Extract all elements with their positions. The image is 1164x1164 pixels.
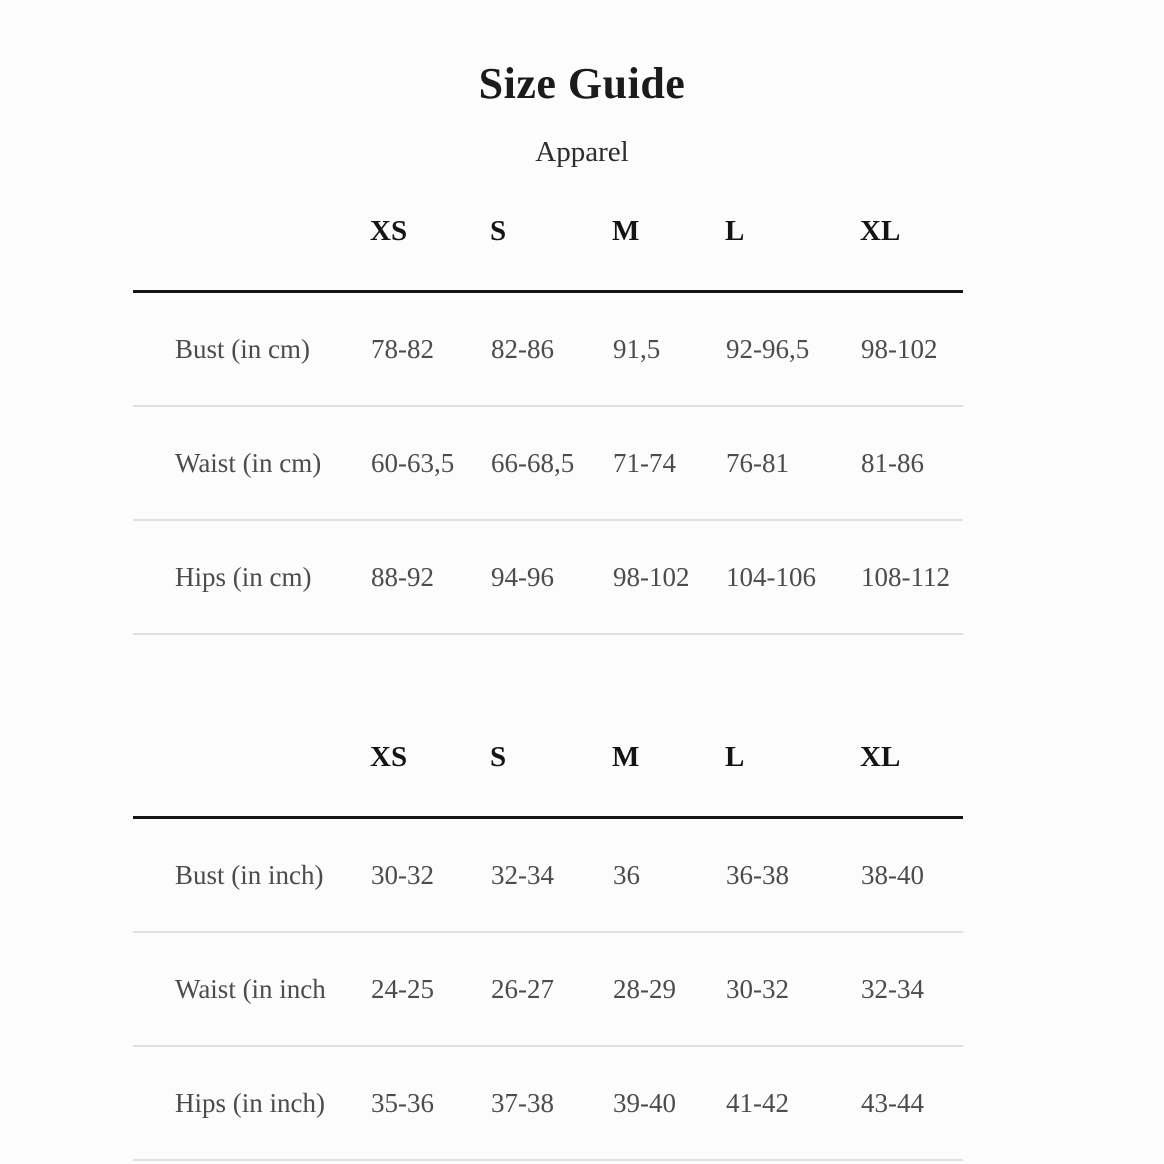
- size-value: 78-82: [370, 292, 490, 407]
- size-value: 26-27: [490, 932, 612, 1046]
- size-value: 88-92: [370, 520, 490, 634]
- column-header-xs: XS: [370, 195, 490, 292]
- size-value: 36: [612, 818, 725, 933]
- size-value: 39-40: [612, 1046, 725, 1160]
- size-value: 38-40: [860, 818, 963, 933]
- table-row-hips-cm: [133, 520, 963, 634]
- size-value: 60-63,5: [370, 406, 490, 520]
- table-row-hips-inch: [133, 1046, 963, 1160]
- size-value: 30-32: [370, 818, 490, 933]
- size-value: 43-44: [860, 1046, 963, 1160]
- column-header-xl: XL: [860, 195, 963, 292]
- column-header-m: M: [612, 721, 725, 818]
- size-value: 35-36: [370, 1046, 490, 1160]
- table-header-row: [133, 721, 963, 818]
- size-value: 98-102: [860, 292, 963, 407]
- size-value: 71-74: [612, 406, 725, 520]
- table-row-waist-inch: [133, 932, 963, 1046]
- row-label: Bust (in inch): [133, 818, 370, 933]
- size-value: 98-102: [612, 520, 725, 634]
- size-value: 66-68,5: [490, 406, 612, 520]
- size-value: 28-29: [612, 932, 725, 1046]
- column-header-l: L: [725, 721, 860, 818]
- row-label: Hips (in cm): [133, 520, 370, 634]
- size-value: 91,5: [612, 292, 725, 407]
- size-value: 32-34: [490, 818, 612, 933]
- size-value: 41-42: [725, 1046, 860, 1160]
- size-value: 76-81: [725, 406, 860, 520]
- size-value: 92-96,5: [725, 292, 860, 407]
- column-header-xl: XL: [860, 721, 963, 818]
- size-value: 30-32: [725, 932, 860, 1046]
- size-value: 108-112: [860, 520, 963, 634]
- empty-corner-cell: [133, 195, 370, 292]
- size-value: 24-25: [370, 932, 490, 1046]
- size-value: 82-86: [490, 292, 612, 407]
- row-label: Waist (in inch: [133, 932, 370, 1046]
- row-label: Hips (in inch): [133, 1046, 370, 1160]
- empty-corner-cell: [133, 721, 370, 818]
- table-row-bust-inch: [133, 818, 963, 933]
- row-label: Bust (in cm): [133, 292, 370, 407]
- column-header-xs: XS: [370, 721, 490, 818]
- size-table-inch: [133, 721, 963, 1161]
- column-header-s: S: [490, 721, 612, 818]
- size-value: 36-38: [725, 818, 860, 933]
- size-value: 32-34: [860, 932, 963, 1046]
- size-value: 81-86: [860, 406, 963, 520]
- row-label: Waist (in cm): [133, 406, 370, 520]
- column-header-s: S: [490, 195, 612, 292]
- size-value: 37-38: [490, 1046, 612, 1160]
- table-row-waist-cm: [133, 406, 963, 520]
- column-header-m: M: [612, 195, 725, 292]
- section-subtitle: Apparel: [535, 136, 629, 168]
- column-header-l: L: [725, 195, 860, 292]
- size-table-cm: [133, 195, 963, 635]
- table-header-row: [133, 195, 963, 292]
- page-title: Size Guide: [478, 59, 686, 108]
- size-value: 104-106: [725, 520, 860, 634]
- size-value: 94-96: [490, 520, 612, 634]
- table-row-bust-cm: [133, 292, 963, 407]
